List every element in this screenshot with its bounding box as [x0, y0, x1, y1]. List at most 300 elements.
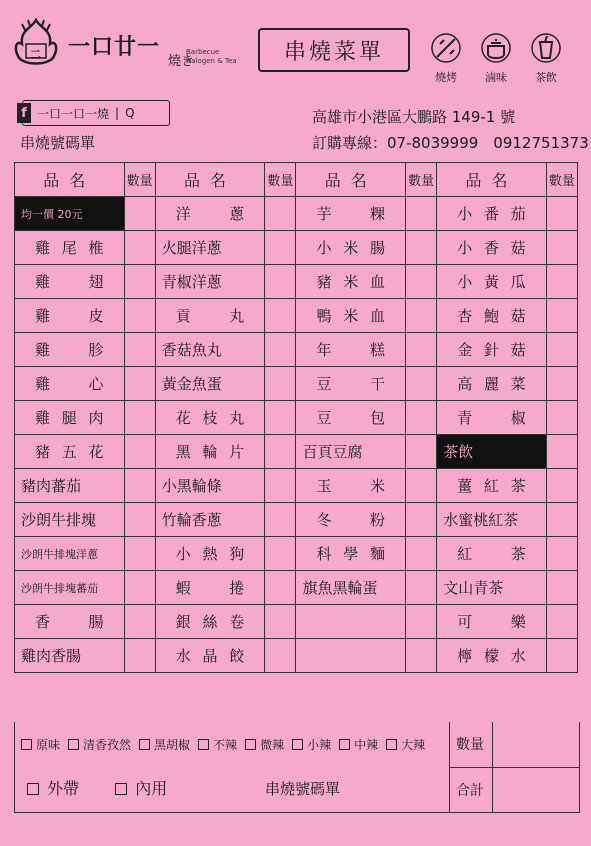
column-header-qty: 數量 — [265, 163, 296, 197]
menu-item-label — [21, 339, 118, 360]
menu-item-cell — [296, 367, 406, 401]
facebook-page-name: 一口一口一燒 — [37, 106, 110, 121]
char: 樂 — [510, 613, 526, 631]
char: 絲 — [202, 613, 218, 631]
quantity-cell[interactable] — [546, 265, 577, 299]
menu-item-label — [21, 407, 118, 428]
table-row — [15, 231, 578, 265]
char: 蔥 — [229, 205, 245, 223]
quantity-cell[interactable] — [405, 231, 436, 265]
char: 黃 — [483, 273, 499, 291]
quantity-cell[interactable] — [405, 401, 436, 435]
menu-item-cell — [15, 469, 125, 503]
quantity-cell[interactable] — [265, 367, 296, 401]
char: 菇 — [510, 341, 526, 359]
quantity-cell[interactable] — [546, 367, 577, 401]
menu-item-cell — [15, 435, 125, 469]
menu-item-label: 火腿洋蔥 — [161, 239, 222, 257]
char: 血 — [369, 307, 385, 325]
service-options — [27, 776, 167, 799]
menu-item-cell — [296, 605, 406, 639]
table-row — [15, 639, 578, 673]
char: 針 — [483, 341, 499, 359]
char: 椎 — [88, 239, 104, 257]
flavor-checkbox[interactable] — [339, 739, 350, 750]
menu-item-cell — [15, 571, 125, 605]
quantity-cell[interactable] — [124, 231, 155, 265]
brand-sub-line-1: Barbecue — [186, 48, 220, 56]
menu-item-cell — [296, 265, 406, 299]
column-header-qty: 數量 — [405, 163, 436, 197]
flavor-option[interactable] — [68, 738, 135, 752]
char: 雞 — [35, 341, 51, 359]
quantity-cell[interactable] — [124, 469, 155, 503]
menu-item-cell — [155, 231, 265, 265]
footer-title: 串燒號碼單 — [265, 780, 341, 798]
quantity-cell[interactable] — [124, 333, 155, 367]
menu-item-label — [162, 543, 259, 564]
char: 捲 — [229, 579, 245, 597]
menu-item-label: 旗魚黑輪蛋 — [302, 579, 378, 597]
menu-item-cell — [437, 435, 547, 469]
table-row — [15, 333, 578, 367]
char: 粿 — [369, 205, 385, 223]
quantity-cell[interactable] — [265, 333, 296, 367]
menu-item-cell — [15, 503, 125, 537]
quantity-cell[interactable] — [265, 469, 296, 503]
quantity-cell[interactable] — [405, 333, 436, 367]
char: 冬 — [316, 511, 332, 529]
menu-item-cell — [155, 537, 265, 571]
flavor-label: 黑胡椒 — [154, 738, 191, 752]
menu-item-label — [443, 305, 540, 326]
char: 米 — [343, 307, 359, 325]
quantity-cell[interactable] — [405, 469, 436, 503]
char: 翅 — [88, 273, 104, 291]
char: 糕 — [369, 341, 385, 359]
flavor-label: 大辣 — [401, 738, 426, 752]
menu-item-label — [443, 203, 540, 224]
flavor-checkbox[interactable] — [292, 739, 303, 750]
takeout-checkbox[interactable] — [27, 783, 39, 795]
menu-item-cell — [437, 367, 547, 401]
flavor-option[interactable] — [386, 738, 429, 752]
menu-item-cell — [296, 401, 406, 435]
table-row — [15, 435, 578, 469]
menu-item-label — [443, 373, 540, 394]
quantity-cell[interactable] — [124, 537, 155, 571]
quantity-cell[interactable] — [405, 537, 436, 571]
flavor-checkbox[interactable] — [139, 739, 150, 750]
char: 紅 — [457, 545, 473, 563]
flavor-checkbox[interactable] — [386, 739, 397, 750]
menu-item-label — [302, 305, 399, 326]
quantity-cell[interactable] — [405, 503, 436, 537]
total-cell — [449, 767, 580, 813]
table-row — [15, 571, 578, 605]
flavor-checkbox[interactable] — [21, 739, 32, 750]
flavor-option[interactable] — [21, 738, 64, 752]
char: 肉 — [88, 409, 104, 427]
flavor-label: 小辣 — [307, 738, 332, 752]
dinein-checkbox[interactable] — [115, 783, 127, 795]
quantity-cell[interactable] — [265, 435, 296, 469]
menu-item-cell — [296, 469, 406, 503]
char: 香 — [483, 239, 499, 257]
quantity-cell[interactable] — [124, 503, 155, 537]
menu-item-cell — [15, 639, 125, 673]
char: 小 — [457, 239, 473, 257]
char: 芋 — [316, 205, 332, 223]
char: 麵 — [369, 545, 385, 563]
flavor-option[interactable] — [139, 738, 194, 752]
flavor-label: 微辣 — [260, 738, 285, 752]
char: 杏 — [457, 307, 473, 325]
menu-item-cell — [437, 639, 547, 673]
char: 包 — [369, 409, 385, 427]
quantity-cell[interactable] — [124, 401, 155, 435]
menu-item-cell — [296, 299, 406, 333]
char: 米 — [343, 239, 359, 257]
menu-item-label — [443, 339, 540, 360]
quantity-cell[interactable] — [265, 231, 296, 265]
char: 胗 — [88, 341, 104, 359]
char: 檬 — [483, 647, 499, 665]
menu-item-cell — [15, 265, 125, 299]
column-header-item: 品名 — [155, 163, 265, 197]
menu-item-label — [162, 645, 259, 666]
quantity-cell[interactable] — [546, 435, 577, 469]
char: 青 — [457, 409, 473, 427]
menu-item-label — [443, 543, 540, 564]
char: 蝦 — [175, 579, 191, 597]
char: 雞 — [35, 239, 51, 257]
quantity-cell[interactable] — [265, 537, 296, 571]
char: 熱 — [202, 545, 218, 563]
char: 粉 — [369, 511, 385, 529]
char: 狗 — [229, 545, 245, 563]
menu-item-label — [302, 509, 399, 530]
char: 椒 — [510, 409, 526, 427]
char: 年 — [316, 341, 332, 359]
quantity-cell[interactable] — [265, 571, 296, 605]
menu-item-label — [302, 373, 399, 394]
char: 小 — [457, 273, 473, 291]
menu-item-cell — [437, 231, 547, 265]
menu-item-cell — [296, 571, 406, 605]
menu-item-cell — [155, 367, 265, 401]
menu-item-label — [21, 271, 118, 292]
menu-item-label — [162, 407, 259, 428]
quantity-cell[interactable] — [546, 401, 577, 435]
quantity-cell[interactable] — [546, 197, 577, 231]
menu-item-label: 香菇魚丸 — [161, 341, 222, 359]
flavor-option[interactable] — [245, 738, 288, 752]
char: 丸 — [229, 307, 245, 325]
quantity-cell[interactable] — [546, 299, 577, 333]
menu-item-label — [302, 237, 399, 258]
cup-icon — [530, 32, 562, 64]
facebook-icon: f — [17, 103, 31, 123]
char: 茶 — [510, 545, 526, 563]
menu-item-cell — [155, 571, 265, 605]
char: 米 — [369, 477, 385, 495]
category-label: 茶飲 — [535, 71, 557, 84]
char: 花 — [175, 409, 191, 427]
menu-item-cell — [155, 639, 265, 673]
quantity-cell[interactable] — [546, 639, 577, 673]
flavor-label: 原味 — [36, 738, 61, 752]
menu-item-label — [302, 475, 399, 496]
char: 茶 — [510, 477, 526, 495]
quantity-cell[interactable] — [405, 197, 436, 231]
menu-item-cell — [437, 469, 547, 503]
menu-item-label: 青椒洋蔥 — [161, 273, 222, 291]
quantity-cell[interactable] — [124, 299, 155, 333]
menu-item-label — [443, 237, 540, 258]
menu-item-cell — [155, 299, 265, 333]
quantity-cell[interactable] — [124, 367, 155, 401]
char: 豬 — [35, 443, 51, 461]
menu-item-cell — [437, 503, 547, 537]
char: 心 — [88, 375, 104, 393]
char: 菇 — [510, 307, 526, 325]
char: 鮑 — [483, 307, 499, 325]
quantity-cell[interactable] — [124, 265, 155, 299]
char: 豬 — [316, 273, 332, 291]
table-row — [15, 469, 578, 503]
flavor-checkbox[interactable] — [68, 739, 79, 750]
skewer-icon — [430, 32, 462, 64]
menu-table — [14, 162, 578, 673]
char: 皮 — [88, 307, 104, 325]
menu-item-cell — [296, 197, 406, 231]
char: 干 — [369, 375, 385, 393]
dinein-label: 內用 — [135, 779, 168, 798]
char: 晶 — [202, 647, 218, 665]
char: 腿 — [61, 409, 77, 427]
char: 餃 — [229, 647, 245, 665]
quantity-cell[interactable] — [265, 265, 296, 299]
quantity-cell[interactable] — [265, 639, 296, 673]
quantity-input[interactable] — [492, 722, 493, 767]
char: 血 — [369, 273, 385, 291]
char: 玉 — [316, 477, 332, 495]
menu-item-label — [443, 475, 540, 496]
brand-suffix: 燒き — [168, 54, 195, 69]
menu-item-cell — [155, 605, 265, 639]
category-label: 滷味 — [485, 71, 507, 84]
menu-item-cell — [15, 537, 125, 571]
flame-logo-icon — [12, 18, 60, 70]
char: 雞 — [35, 307, 51, 325]
char: 雞 — [35, 273, 51, 291]
quantity-cell[interactable] — [265, 299, 296, 333]
menu-item-cell — [296, 639, 406, 673]
menu-item-label: 小黑輪條 — [161, 477, 222, 495]
char: 水 — [175, 647, 191, 665]
flavor-label: 不辣 — [213, 738, 238, 752]
phone-numbers: 訂購專線：07-8039999 0912751373 — [312, 134, 589, 152]
table-row — [15, 503, 578, 537]
column-header-qty: 數量 — [124, 163, 155, 197]
table-row — [15, 265, 578, 299]
flavor-checkbox[interactable] — [198, 739, 209, 750]
menu-item-label — [302, 339, 399, 360]
column-header-item: 品名 — [296, 163, 406, 197]
menu-item-cell — [296, 503, 406, 537]
menu-item-label: 水蜜桃紅茶 — [443, 511, 519, 529]
takeout-label: 外帶 — [47, 779, 80, 798]
char: 紅 — [483, 477, 499, 495]
quantity-cell[interactable] — [124, 571, 155, 605]
menu-item-cell — [155, 469, 265, 503]
menu-item-cell — [155, 401, 265, 435]
menu-item-cell — [155, 197, 265, 231]
quantity-cell[interactable] — [124, 197, 155, 231]
menu-item-label: 文山青茶 — [443, 579, 504, 597]
menu-item-label: 沙朗牛排塊 — [21, 511, 97, 529]
char: 丸 — [229, 409, 245, 427]
flavor-label: 中辣 — [354, 738, 379, 752]
menu-item-label — [162, 203, 259, 224]
char: 枝 — [202, 409, 218, 427]
char: 麗 — [483, 375, 499, 393]
char: 學 — [343, 545, 359, 563]
menu-item-cell — [437, 265, 547, 299]
category-tea — [524, 32, 568, 85]
char: 貢 — [175, 307, 191, 325]
brand-name: 一口廿一 — [68, 35, 161, 60]
menu-item-label — [443, 611, 540, 632]
total-label: 合計 — [456, 783, 484, 799]
menu-item-cell — [15, 367, 125, 401]
quantity-cell[interactable] — [405, 639, 436, 673]
flavor-option[interactable] — [292, 738, 335, 752]
menu-item-label: 雞肉香腸 — [21, 647, 82, 665]
menu-item-cell — [437, 537, 547, 571]
quantity-cell[interactable] — [546, 605, 577, 639]
table-row — [15, 367, 578, 401]
facebook-page[interactable] — [22, 100, 170, 126]
menu-item-label: 百頁豆腐 — [302, 443, 363, 461]
quantity-cell[interactable] — [405, 605, 436, 639]
menu-item-cell — [296, 333, 406, 367]
menu-item-label — [302, 407, 399, 428]
menu-item-label: 茶飲 — [443, 443, 474, 461]
menu-item-label — [21, 373, 118, 394]
menu-item-label — [21, 441, 118, 462]
menu-item-cell — [15, 605, 125, 639]
char: 薑 — [457, 477, 473, 495]
table-row — [15, 401, 578, 435]
char: 豆 — [316, 409, 332, 427]
column-header-qty: 數量 — [546, 163, 577, 197]
menu-item-cell — [296, 537, 406, 571]
flavor-label: 清香孜然 — [83, 738, 132, 752]
menu-item-label: 沙朗牛排塊洋蔥 — [21, 547, 98, 561]
brand-sub-line-2: Halogen & Tea — [186, 57, 237, 65]
quantity-cell[interactable] — [546, 537, 577, 571]
quantity-cell[interactable] — [546, 333, 577, 367]
char: 腸 — [369, 239, 385, 257]
quantity-cell[interactable] — [405, 299, 436, 333]
menu-item-label — [162, 441, 259, 462]
quantity-cell[interactable] — [265, 197, 296, 231]
quantity-cell[interactable] — [124, 639, 155, 673]
quantity-cell[interactable] — [124, 605, 155, 639]
flavor-options — [21, 736, 433, 753]
quantity-cell[interactable] — [265, 503, 296, 537]
char: 番 — [483, 205, 499, 223]
char: 輪 — [202, 443, 218, 461]
menu-item-label — [302, 203, 399, 224]
category-label: 燒烤 — [435, 71, 457, 84]
menu-item-label: 豬肉蕃茄 — [21, 477, 82, 495]
menu-item-label — [21, 305, 118, 326]
quantity-cell[interactable] — [546, 571, 577, 605]
quantity-cell[interactable] — [546, 469, 577, 503]
menu-item-cell — [437, 571, 547, 605]
char: 腸 — [88, 613, 104, 631]
char: 雞 — [35, 409, 51, 427]
char: 花 — [88, 443, 104, 461]
quantity-cell[interactable] — [405, 571, 436, 605]
menu-item-label — [443, 407, 540, 428]
quantity-cell[interactable] — [546, 503, 577, 537]
menu-item-label: 均一價 20元 — [21, 207, 83, 221]
menu-item-cell — [15, 401, 125, 435]
search-icon[interactable]: Q — [125, 106, 135, 120]
column-header-item: 品名 — [437, 163, 547, 197]
quantity-cell[interactable] — [405, 265, 436, 299]
char: 洋 — [175, 205, 191, 223]
menu-item-cell — [437, 605, 547, 639]
quantity-cell[interactable] — [124, 435, 155, 469]
column-header-item: 品名 — [15, 163, 125, 197]
menu-item-cell — [437, 333, 547, 367]
char: 米 — [343, 273, 359, 291]
pot-icon — [480, 32, 512, 64]
quantity-cell[interactable] — [405, 435, 436, 469]
quantity-cell[interactable] — [265, 605, 296, 639]
quantity-cell[interactable] — [405, 367, 436, 401]
table-row — [15, 299, 578, 333]
table-row — [15, 197, 578, 231]
char: 金 — [457, 341, 473, 359]
menu-item-label — [302, 543, 399, 564]
menu-item-label — [443, 271, 540, 292]
quantity-cell[interactable] — [265, 401, 296, 435]
flavor-checkbox[interactable] — [245, 739, 256, 750]
menu-item-cell — [437, 197, 547, 231]
total-input[interactable] — [492, 768, 493, 813]
menu-item-cell — [296, 231, 406, 265]
char: 科 — [316, 545, 332, 563]
menu-item-cell — [15, 231, 125, 265]
menu-item-label — [21, 611, 118, 632]
quantity-cell[interactable] — [546, 231, 577, 265]
flavor-option[interactable] — [198, 738, 241, 752]
flavor-option[interactable] — [339, 738, 382, 752]
char: 尾 — [61, 239, 77, 257]
char: 菜 — [510, 375, 526, 393]
menu-item-label: 沙朗牛排塊蕃茄 — [21, 581, 98, 595]
menu-item-cell — [437, 401, 547, 435]
menu-item-label — [21, 237, 118, 258]
char: 黑 — [175, 443, 191, 461]
menu-item-cell — [155, 435, 265, 469]
